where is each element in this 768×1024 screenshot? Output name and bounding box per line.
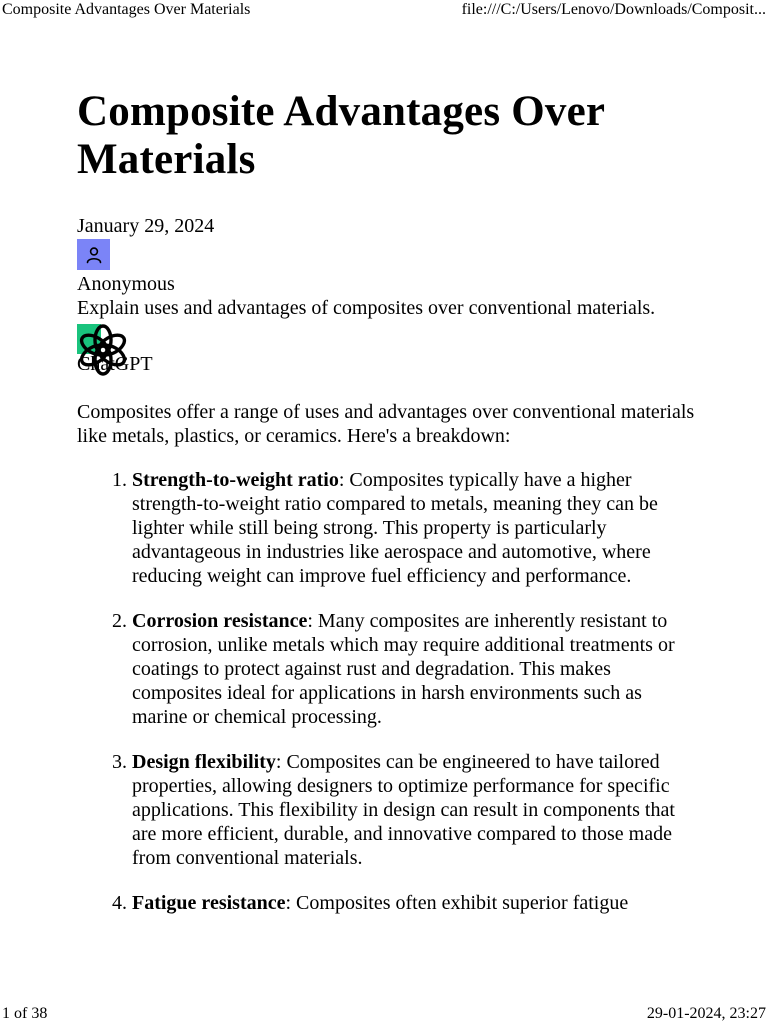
assistant-intro: Composites offer a range of uses and advantages over conventional materials like metals, plastics, or ceramics. Here's a breakdown:: [77, 401, 695, 447]
assistant-name: ChatGPT: [77, 353, 153, 375]
list-item-term: Fatigue resistance: [132, 892, 286, 914]
list-item: [132, 750, 697, 870]
list-item: [132, 891, 697, 915]
page-title: Composite Advantages Over Materials: [77, 88, 605, 183]
print-footer: [0, 1005, 768, 1024]
page-counter: 1 of 38: [2, 1005, 48, 1022]
header-url: file:///C:/Users/Lenovo/Downloads/Composit...: [461, 1, 766, 18]
document-content: [77, 88, 697, 936]
list-item-term: Design flexibility: [132, 751, 276, 773]
list-item: [132, 468, 697, 588]
user-name: Anonymous: [77, 273, 175, 295]
user-avatar: [77, 239, 110, 270]
print-header: [0, 1, 768, 21]
print-timestamp: 29-01-2024, 23:27: [646, 1005, 766, 1022]
user-prompt: Explain uses and advantages of composites over conventional materials.: [77, 297, 656, 319]
advantages-list: [77, 468, 697, 915]
list-item-term: Strength-to-weight ratio: [132, 469, 339, 491]
list-item: [132, 609, 697, 729]
list-item-text: : Composites typically have a higher strength-to-weight ratio compared to metals, meaning they can be lighter while still being strong. This property is particularly advantageous in industries like aerospace and automotive, where reducing weight can improve fuel efficiency and performance.: [132, 469, 658, 587]
list-item-text: : Many composites are inherently resistant to corrosion, unlike metals which may require additional treatments or coatings to protect against rust and degradation. This makes composites ideal for applications in harsh environments such as marine or chemical processing.: [132, 610, 675, 728]
person-icon: [85, 246, 103, 264]
list-item-text: : Composites can be engineered to have tailored properties, allowing designers to optimize performance for specific applications. This flexibility in design can result in components that are more efficient, durable, and innovative compared to those made from conventional materials.: [132, 751, 675, 869]
header-title: Composite Advantages Over Materials: [2, 1, 251, 18]
list-item-term: Corrosion resistance: [132, 610, 308, 632]
assistant-header: [77, 324, 697, 374]
openai-logo-icon: [75, 324, 131, 376]
conversation-date: January 29, 2024: [77, 215, 215, 237]
list-item-text: : Composites often exhibit superior fatigue: [285, 892, 629, 914]
